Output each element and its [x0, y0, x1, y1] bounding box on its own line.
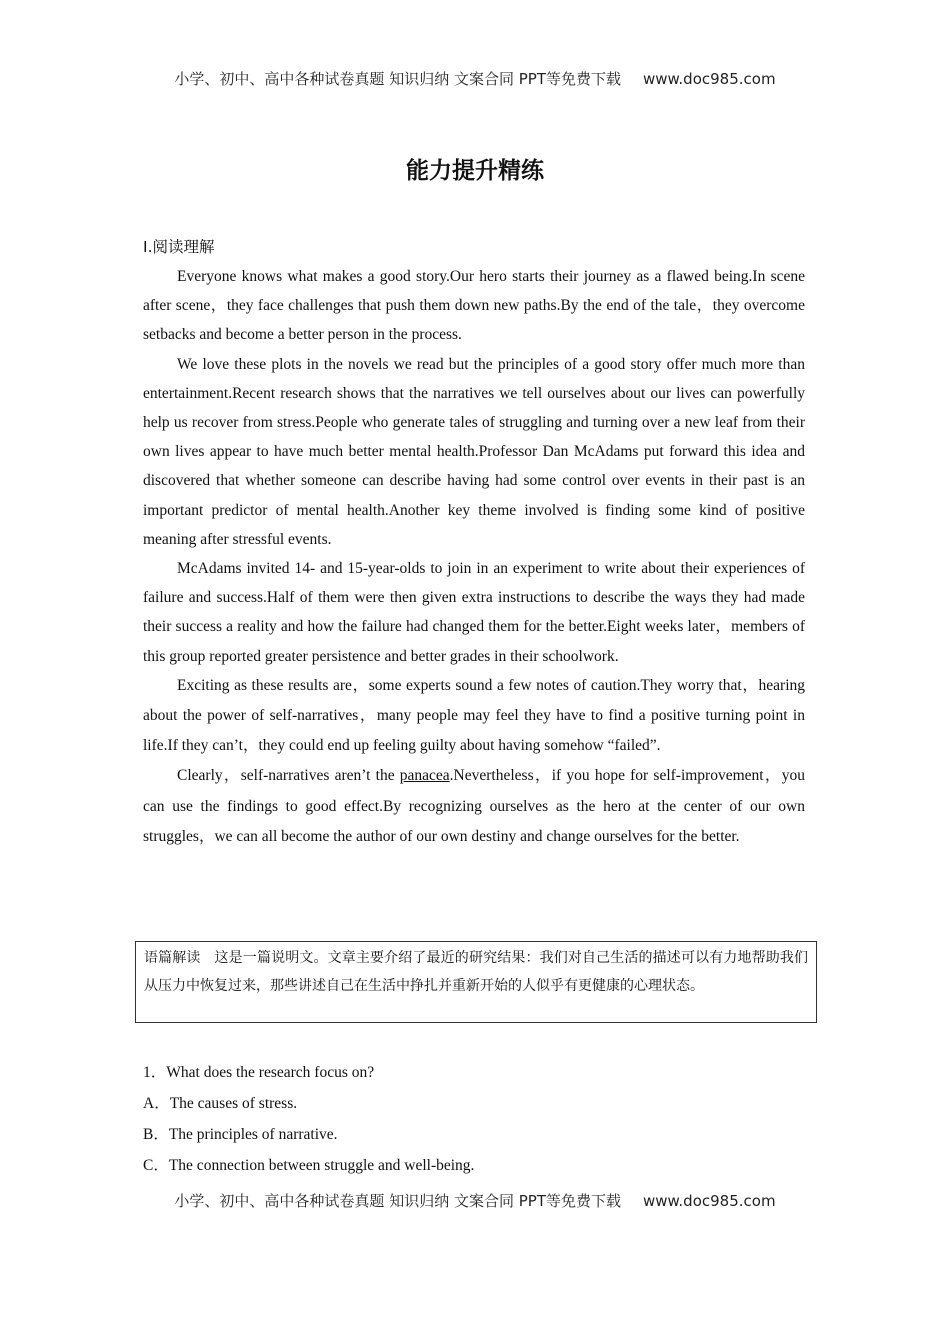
option-c[interactable]: C．The connection between struggle and well-being.: [143, 1157, 475, 1174]
page-title: 能力提升精练: [406, 158, 544, 184]
passage-paragraph-2: We love these plots in the novels we read but the principles of a good story offer much more than entertainment.Recent research shows that the narratives we tell ourselves about our lives can powerfully help us recover from stress.People who generate tales of struggling and turning over a new leaf from their own lives appear to have much better mental health.Professor Dan McAdams put forward this idea and discovered that whether someone can describe having had some control over events in their past is an important predictor of mental health.Another key theme involved is finding some kind of positive meaning after stressful events.: [143, 355, 805, 548]
summary-text: 这是一篇说明文。文章主要介绍了最近的研究结果：我们对自己生活的描述可以有力地帮助我们从压力中恢复过来，那些讲述自己在生活中挣扎并重新开始的人似乎有更健康的心理状态。: [144, 950, 809, 994]
footer-site-link[interactable]: www.doc985.com: [642, 1192, 776, 1210]
footer-text: 小学、初中、高中各种试卷真题 知识归纳 文案合同 PPT等免费下载: [174, 1192, 621, 1210]
underlined-word: panacea: [399, 767, 450, 785]
passage-paragraph-1: Everyone knows what makes a good story.Our hero starts their journey as a flawed being.In scene after scene，they face challenges that push them down new paths.By the end of the tale，they overcome setbacks and become a better person in the process.: [143, 268, 805, 344]
page-header: [0, 68, 950, 89]
paragraph-5-end: .Nevertheless，if you hope for self-improvement，you can use the findings to good effect.By recognizing ourselves as the hero at the center of our own struggles，we can all become the author of our own destiny and change ourselves for the better.: [143, 767, 805, 845]
question-stem: 1．What does the research focus on?: [143, 1064, 375, 1081]
question-list: [143, 1057, 805, 1181]
reading-passage: [143, 262, 805, 852]
option-b[interactable]: B．The principles of narrative.: [143, 1126, 338, 1143]
option-a[interactable]: A．The causes of stress.: [143, 1095, 298, 1112]
summary-label: 语篇解读: [144, 950, 201, 966]
passage-paragraph-4: Exciting as these results are，some experts sound a few notes of caution.They worry that，hearing about the power of self-narratives，many people may feel they have to find a positive turning point in life.If they can’t，they could end up feeling guilty about having somehow “failed”.: [143, 676, 805, 755]
passage-summary-box: [135, 941, 817, 1023]
paragraph-5-start: Clearly，self-narratives aren’t the: [177, 767, 400, 785]
section-heading: Ⅰ.阅读理解: [143, 238, 215, 256]
header-site-link[interactable]: www.doc985.com: [642, 70, 776, 88]
page-footer: [0, 1190, 950, 1211]
passage-paragraph-5: [143, 761, 805, 852]
passage-paragraph-3: McAdams invited 14- and 15-year-olds to join in an experiment to write about their experiences of failure and success.Half of them were then given extra instructions to describe the ways they had made their success a reality and how the failure had changed them for the better.Eight weeks later，members of this group reported greater persistence and better grades in their schoolwork.: [143, 560, 805, 665]
header-text: 小学、初中、高中各种试卷真题 知识归纳 文案合同 PPT等免费下载: [174, 70, 621, 88]
